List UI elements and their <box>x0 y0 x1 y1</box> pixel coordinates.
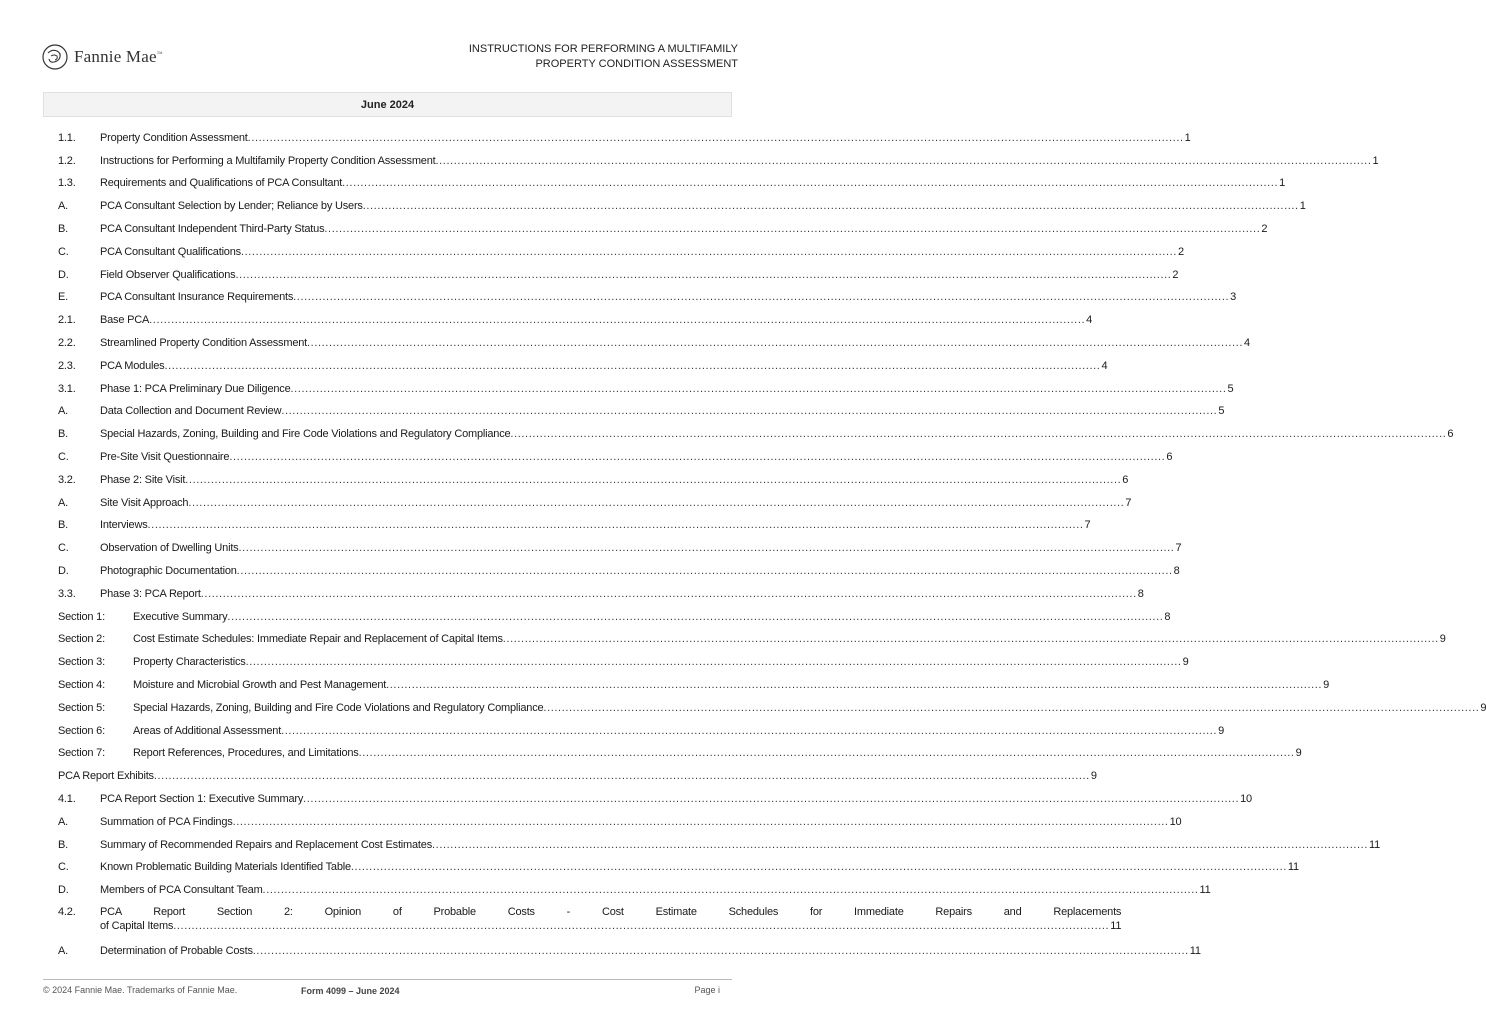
toc-entry-number: B. <box>58 222 68 235</box>
toc-entry[interactable] <box>58 215 1268 238</box>
toc-dot-leader <box>303 792 1239 806</box>
toc-dot-leader <box>359 746 1295 760</box>
toc-entry-number: D. <box>58 884 69 897</box>
toc-entry-number: 2.2. <box>58 336 76 349</box>
toc-entry-title: Property Condition Assessment <box>100 131 248 144</box>
toc-entry[interactable] <box>58 937 1201 960</box>
toc-entry-number: Section 5: <box>58 701 105 714</box>
toc-entry-title-line-2: of Capital Items <box>100 920 174 933</box>
toc-entry-page: 1 <box>1184 131 1191 144</box>
toc-dot-leader <box>342 176 1278 190</box>
toc-entry-page: 1 <box>1279 177 1286 190</box>
toc-entry-page: 11 <box>1110 920 1122 933</box>
toc-entry-number: C. <box>58 861 69 874</box>
toc-entry[interactable] <box>58 443 1173 466</box>
page-footer <box>43 979 732 996</box>
toc-entry[interactable] <box>58 192 1306 215</box>
toc-entry[interactable] <box>58 854 1299 877</box>
toc-entry-page: 9 <box>1439 633 1446 646</box>
toc-entry-title: Pre-Site Visit Questionnaire <box>100 450 230 463</box>
toc-entry-page: 10 <box>1240 792 1252 805</box>
toc-entry[interactable] <box>58 762 1097 785</box>
toc-entry-title: Photographic Documentation <box>100 564 237 577</box>
toc-entry-title: PCA Consultant Independent Third-Party Status <box>100 222 325 235</box>
document-date: June 2024 <box>360 98 415 111</box>
document-title <box>469 42 738 72</box>
toc-entry[interactable] <box>58 785 1252 808</box>
toc-entry-page: 9 <box>1090 770 1097 783</box>
toc-entry-title: PCA Consultant Selection by Lender; Reliance by Users <box>100 200 363 213</box>
toc-entry-title: Requirements and Qualifications of PCA Consultant <box>100 177 343 190</box>
toc-entry-number: D. <box>58 564 69 577</box>
toc-entry-number: Section 7: <box>58 747 105 760</box>
toc-dot-leader <box>164 359 1100 373</box>
fannie-mae-logo-icon <box>42 44 68 70</box>
toc-entry-title: Determination of Probable Costs <box>100 944 253 957</box>
toc-entry[interactable] <box>58 238 1184 261</box>
toc-entry-title: Property Characteristics <box>133 656 246 669</box>
toc-entry[interactable] <box>58 375 1234 398</box>
toc-entry-number: 3.2. <box>58 473 76 486</box>
toc-dot-leader <box>510 427 1446 441</box>
toc-entry-number: A. <box>58 815 68 828</box>
toc-entry-body <box>100 905 1121 933</box>
toc-entry[interactable] <box>58 420 1454 443</box>
toc-entry-page: 2 <box>1177 245 1184 258</box>
toc-dot-leader <box>263 883 1199 897</box>
toc-entry-page: 2 <box>1172 268 1179 281</box>
toc-entry-page: 9 <box>1218 724 1224 737</box>
toc-entry-title: Special Hazards, Zoning, Building and Fire Code Violations and Regulatory Compliance <box>100 428 511 441</box>
toc-entry-page: 6 <box>1166 450 1173 463</box>
toc-entry-page: 6 <box>1447 428 1454 441</box>
toc-dot-leader <box>436 154 1372 168</box>
toc-entry-page: 3 <box>1230 291 1237 304</box>
toc-entry-title: Site Visit Approach <box>100 496 189 509</box>
toc-entry-page: 9 <box>1323 678 1330 691</box>
toc-entry-title: Instructions for Performing a Multifamily Property Condition Assessment <box>100 154 436 167</box>
toc-entry-number: 4.1. <box>58 792 76 805</box>
toc-dot-leader <box>307 336 1243 350</box>
toc-entry-title: Summary of Recommended Repairs and Replacement Cost Estimates <box>100 838 433 851</box>
toc-entry-number: B. <box>58 428 68 441</box>
toc-entry-title: Report References, Procedures, and Limitations <box>133 747 359 760</box>
toc-dot-leader <box>241 245 1177 259</box>
toc-entry-page: 4 <box>1244 336 1250 349</box>
toc-entry-title: Cost Estimate Schedules: Immediate Repair and Replacement of Capital Items <box>133 633 503 646</box>
toc-entry-title: Observation of Dwelling Units <box>100 542 239 555</box>
toc-entry-title-line-1: PCA Report Section 2: Opinion of Probable Costs - Cost Estimate Schedules for Immediate Repairs and Replacements <box>100 906 1122 919</box>
toc-entry-page: 7 <box>1084 519 1091 532</box>
toc-entry-number: Section 3: <box>58 656 105 669</box>
toc-entry-page: 9 <box>1182 656 1189 669</box>
toc-entry-number: 2.3. <box>58 359 76 372</box>
toc-entry[interactable] <box>58 740 1302 763</box>
toc-entry-number: D. <box>58 268 69 281</box>
toc-dot-leader <box>235 268 1171 282</box>
toc-entry-page: 2 <box>1261 222 1268 235</box>
toc-entry-page: 11 <box>1189 944 1201 957</box>
toc-entry[interactable] <box>58 694 1486 717</box>
toc-entry-number: Section 6: <box>58 724 105 737</box>
toc-entry-title: Interviews <box>100 519 148 532</box>
toc-dot-leader <box>154 769 1090 783</box>
toc-entry-title: Data Collection and Document Review <box>100 405 282 418</box>
toc-entry-number: 1.1. <box>58 131 76 144</box>
toc-dot-leader <box>237 564 1173 578</box>
toc-dot-leader <box>281 724 1217 738</box>
toc-entry-title: Summation of PCA Findings <box>100 815 233 828</box>
date-banner <box>43 92 732 117</box>
toc-entry-page: 8 <box>1137 587 1144 600</box>
toc-dot-leader <box>386 678 1322 692</box>
toc-entry-title: Field Observer Qualifications <box>100 268 236 281</box>
toc-dot-leader <box>173 919 1109 933</box>
toc-entry-page: 1 <box>1299 200 1306 213</box>
footer-page-number: Page i <box>694 985 720 995</box>
toc-entry-page: 7 <box>1175 542 1182 555</box>
toc-dot-leader <box>293 290 1229 304</box>
toc-entry-title: Phase 1: PCA Preliminary Due Diligence <box>100 382 291 395</box>
toc-dot-leader <box>248 131 1184 145</box>
toc-entry-number: 1.3. <box>58 177 76 190</box>
toc-entry-page: 11 <box>1287 861 1299 874</box>
toc-entry-title: PCA Modules <box>100 359 165 372</box>
toc-entry[interactable] <box>58 626 1446 649</box>
toc-entry-number: E. <box>58 291 68 304</box>
toc-entry-title: Base PCA <box>100 314 150 327</box>
toc-entry-number: A. <box>58 405 68 418</box>
toc-entry-page: 9 <box>1295 747 1302 760</box>
toc-entry[interactable] <box>58 147 1379 170</box>
toc-entry-number: 4.2. <box>58 906 76 919</box>
toc-dot-leader <box>503 632 1439 646</box>
fannie-mae-logo <box>42 44 163 70</box>
toc-entry-number: A. <box>58 200 68 213</box>
toc-entry-number: A. <box>58 944 68 957</box>
toc-dot-leader <box>148 518 1084 532</box>
toc-dot-leader <box>543 701 1479 715</box>
toc-entry-number: B. <box>58 838 68 851</box>
toc-entry-page: 5 <box>1227 382 1234 395</box>
toc-entry-page: 5 <box>1218 405 1225 418</box>
toc-entry-title: PCA Consultant Insurance Requirements <box>100 291 294 304</box>
toc-entry-title: PCA Report Section 1: Executive Summary <box>100 792 304 805</box>
document-title-line-2: PROPERTY CONDITION ASSESSMENT <box>535 58 738 70</box>
brand-name: Fannie Mae™ <box>74 47 163 66</box>
toc-entry-page: 11 <box>1199 884 1211 897</box>
toc-entry-page: 1 <box>1372 154 1379 167</box>
toc-entry[interactable] <box>58 466 1129 489</box>
toc-entry[interactable] <box>58 808 1182 831</box>
toc-entry[interactable] <box>58 306 1093 329</box>
toc-dot-leader <box>201 587 1137 601</box>
toc-entry-title: Phase 2: Site Visit <box>100 473 186 486</box>
toc-entry[interactable] <box>58 352 1108 375</box>
footer-form-number: Form 4099 – June 2024 <box>301 986 400 996</box>
toc-entry-page: 8 <box>1173 564 1180 577</box>
toc-entry-number: 1.2. <box>58 154 76 167</box>
toc-dot-leader <box>233 815 1169 829</box>
toc-dot-leader <box>351 860 1287 874</box>
toc-dot-leader <box>229 450 1165 464</box>
toc-dot-leader <box>432 838 1368 852</box>
toc-entry-title: Phase 3: PCA Report <box>100 587 201 600</box>
toc-entry-title: Known Problematic Building Materials Identified Table <box>100 861 351 874</box>
toc-entry[interactable] <box>58 671 1330 694</box>
toc-entry[interactable] <box>58 124 1191 147</box>
toc-entry-title: Moisture and Microbial Growth and Pest Management <box>133 678 387 691</box>
toc-dot-leader <box>281 404 1217 418</box>
toc-dot-leader <box>246 655 1182 669</box>
toc-entry[interactable] <box>58 398 1225 421</box>
toc-entry-page: 8 <box>1164 610 1171 623</box>
toc-entry[interactable] <box>58 284 1237 307</box>
table-of-contents <box>58 124 1486 960</box>
toc-entry-number: 2.1. <box>58 314 76 327</box>
toc-entry[interactable] <box>58 489 1132 512</box>
toc-entry-page: 11 <box>1369 838 1381 851</box>
toc-dot-leader <box>149 313 1085 327</box>
toc-entry-page: 7 <box>1125 496 1132 509</box>
toc-dot-leader <box>363 199 1299 213</box>
toc-entry-page: 9 <box>1480 701 1486 714</box>
toc-dot-leader <box>253 944 1189 958</box>
toc-entry[interactable] <box>58 876 1211 899</box>
toc-entry-number: C. <box>58 245 69 258</box>
toc-entry-title-line-2-row <box>100 919 1121 933</box>
toc-entry[interactable] <box>58 717 1224 740</box>
toc-entry[interactable] <box>58 170 1286 193</box>
toc-entry-number: A. <box>58 496 68 509</box>
toc-entry-title: Executive Summary <box>133 610 228 623</box>
toc-entry-page: 10 <box>1169 815 1182 828</box>
toc-entry[interactable] <box>58 557 1180 580</box>
toc-entry[interactable] <box>58 831 1381 854</box>
toc-entry-number: 3.3. <box>58 587 76 600</box>
toc-entry-title: Streamlined Property Condition Assessment <box>100 336 308 349</box>
toc-dot-leader <box>185 473 1121 487</box>
toc-dot-leader <box>238 541 1174 555</box>
toc-entry-number: Section 2: <box>58 633 105 646</box>
toc-entry-number: Section 1: <box>58 610 105 623</box>
toc-entry[interactable] <box>58 329 1250 352</box>
toc-entry-page: 4 <box>1086 314 1093 327</box>
toc-entry[interactable] <box>58 512 1091 535</box>
toc-entry-number: C. <box>58 542 69 555</box>
toc-entry-title: PCA Report Exhibits <box>58 770 154 783</box>
toc-entry-number: C. <box>58 450 69 463</box>
toc-entry[interactable] <box>58 603 1171 626</box>
toc-dot-leader <box>227 610 1163 624</box>
toc-entry[interactable] <box>58 899 1122 937</box>
toc-entry[interactable] <box>58 261 1179 284</box>
toc-entry[interactable] <box>58 580 1144 603</box>
toc-entry-title: Areas of Additional Assessment <box>133 724 282 737</box>
footer-copyright: © 2024 Fannie Mae. Trademarks of Fannie Mae. <box>43 985 238 995</box>
toc-entry[interactable] <box>58 534 1182 557</box>
toc-entry-page: 4 <box>1101 359 1108 372</box>
toc-dot-leader <box>324 222 1260 236</box>
toc-entry-page: 6 <box>1122 473 1129 486</box>
toc-entry-number: 3.1. <box>58 382 76 395</box>
toc-entry-number: Section 4: <box>58 678 105 691</box>
toc-entry-number: B. <box>58 519 68 532</box>
toc-dot-leader <box>291 382 1227 396</box>
toc-entry-title: Special Hazards, Zoning, Building and Fire Code Violations and Regulatory Compliance <box>133 701 544 714</box>
toc-entry-title: Members of PCA Consultant Team <box>100 884 263 897</box>
toc-entry-title: PCA Consultant Qualifications <box>100 245 241 258</box>
toc-entry[interactable] <box>58 648 1189 671</box>
document-title-line-1: INSTRUCTIONS FOR PERFORMING A MULTIFAMILY <box>468 43 738 55</box>
toc-dot-leader <box>188 496 1124 510</box>
